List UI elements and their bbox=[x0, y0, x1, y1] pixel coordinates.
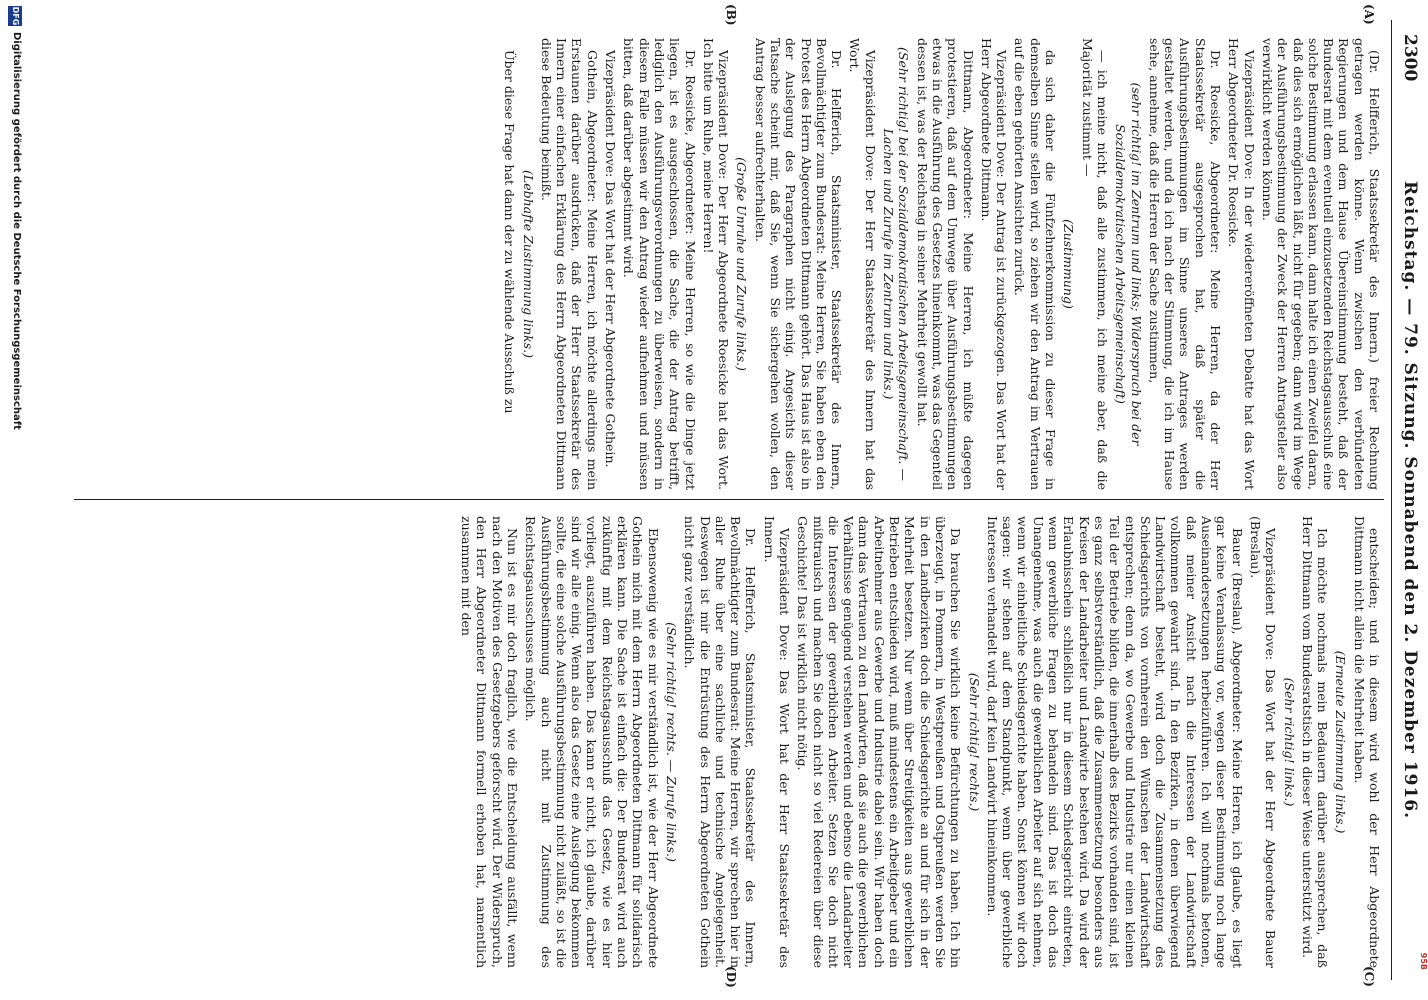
paragraph: Dittmann, Abgeordneter: Meine Herren, ich müßte dagegen protestieren, daß auf dem Umwege über Ausführungsbestimmungen etwas in die Ausführung des Gesetzes hineinkommt, was das Gegenteil dessen ist, was der Reichstag in seiner Mehrheit gewollt hat. bbox=[914, 38, 976, 490]
paragraph: Vizepräsident Dove: In der wiedereröffneten Debatte hat das Wort Herr Abgeordneter Dr. Roesicke. bbox=[1226, 38, 1257, 490]
funding-credit: Digitalisierung gefördert durch die Deutsche Forschungsgemeinschaft bbox=[11, 32, 22, 430]
page-title: Reichstag. — 79. Sitzung. Sonnabend den 2. Dezember 1916. bbox=[1400, 180, 1420, 820]
corner-code: 95B bbox=[1419, 952, 1428, 970]
page-header bbox=[1388, 20, 1428, 980]
paragraph: Vizepräsident Dove: Der Herr Staatssekretär des Innern hat das Wort. bbox=[847, 38, 878, 490]
right-column bbox=[82, 516, 1382, 968]
paragraph: Da brauchen Sie wirklich keine Befürchtungen zu haben. Ich bin überzeugt, in Pommern, in Westpreußen und Ostpreußen werden Sie in den Landbezirken doch die Schiedsgerichte an und für sich in der Mehrheit besetzen. Nur wenn über Streitigkeiten aus gewerblichen Betrieben entschieden wird, muß mindestens ein Arbeitgeber und ein Arbeitnehmer aus Gewerbe und Industrie dabei sein. Wir haben doch dann das Vertrauen zu den Landwirten, daß sie auch die gewerblichen Verhältnisse genügend verstehen werden und ebenso die Landarbeiter die Interessen der gewerblichen Arbeiter. Setzen Sie doch nicht mißtrauisch und machen Sie doch nicht so viel Redereien über diese Geschichte! Das ist wirklich nicht nötig. bbox=[795, 516, 964, 968]
page-number: 2300 bbox=[1400, 34, 1420, 82]
paragraph: Dr. Roesicke, Abgeordneter: Meine Herren, so wie die Dinge jetzt liegen, ist es ausgeschlossen, die Sache, die der Antrag betrifft, lediglich den Ausführungsverordnungen zu überweisen, sondern in diesem Falle müssen wir den Antrag wieder aufnehmen und müssen bitten, daß darüber abgestimmt wird. bbox=[621, 38, 698, 490]
interjection: (Lebhafte Zustimmung links.) bbox=[520, 170, 536, 358]
page-footer bbox=[5, 0, 23, 1000]
paragraph: Vizepräsident Dove: Das Wort hat der Herr Staatssekretär des Innern. bbox=[761, 516, 793, 968]
paragraph: da sich daher die Fünfzehnerkommission zu dieser Frage in demselben Sinne stellen wird, so ziehen wir den Antrag im Vertrauen auf die eben gehörten Ansichten zurück. bbox=[1012, 38, 1059, 490]
interjection: (Sehr richtig! links.) bbox=[1281, 677, 1297, 807]
margin-mark-a: (A) bbox=[1362, 4, 1376, 25]
paragraph: (Dr. Helfferich, Staatssekretär des Innern.) freier Rechnung getragen werden könne. Wenn zwischen den verbündeten Regierungen und dem Hause Übereinstimmung besteht, daß der Bundesrat mit dem eventuell einzusetzenden Reichstagsausschuß eine solche Bestimmung erlassen kann, dann halte ich einen Zweifel daran, daß dies sich ermöglichen läßt, nicht für gegeben; dann wird im Wege der Ausführungsbestimmung der Zweck der Herren Antragsteller also verwirklicht werden können. bbox=[1259, 38, 1382, 490]
interjection: (Sehr richtig! rechts.) bbox=[966, 672, 982, 812]
margin-mark-b: (B) bbox=[724, 4, 738, 26]
paragraph: Vizepräsident Dove: Das Wort hat der Herr Abgeordnete Gothein. bbox=[603, 50, 619, 468]
column-divider bbox=[74, 499, 1384, 500]
paragraph: Bauer (Breslau), Abgeordneter: Meine Herren, ich glaube, es liegt gar keine Veranlassung vor, wegen dieser Bestimmung noch lange Auseinandersetzungen herbeizuführen. Ich will nochmals betonen, daß meiner Ansicht nach die Interessen der Landwirtschaft vollkommen gewahrt sind. In den Bezirken, in denen überwiegend Landwirtschaft besteht, wird doch die Zusammensetzung des Schiedsgerichts von vornherein den Wünschen der Landwirtschaft entsprechen; denn da, wo Gewerbe und Industrie nur einen kleinen Teil der Betriebe bilden, die innerhalb des Bezirks vorhanden sind, ist es ganz selbstverständlich, daß die Zusammensetzung besonders aus Kreisen der Landarbeiter und Landwirte bestehen wird. Da wird der Erlaubnisschein schließlich nur in diesem Schiedsgericht eintreten, wenn gewerbliche Fragen zu behandeln sind. Das ist doch das Unangenehme, was auch die gewerblichen Arbeiter auf sich nehmen, wenn wir einheitliche Schiedsgerichte haben. Sonst können wir doch sagen: wir stehen auf dem Standpunkt, wenn über gewerbliche Interessen verhandelt wird, darf kein Landwirt hineinkommen. bbox=[984, 516, 1245, 968]
interjection: (Sehr richtig! rechts. — Zurufe links.) bbox=[663, 622, 679, 862]
paragraph: Ebensowenig wie es mir verständlich ist, wie der Herr Abgeordnete Gothein mich mit dem Herrn Abgeordneten Dittmann für solidarisch erklären kann. Die Sache ist einfach die: Der Bundesrat wird auch zukünftig mit dem Reichstagsausschuß das Gesetz, wie es hier vorliegt, auszuführen haben. Das kann er nicht, ich glaube, darüber sind wir alle einig. Wenn also das Gesetz eine Auslegung bekommen sollte, die eine solche Ausführungsbestimmung nicht zuläßt, so ist die Ausführungsbestimmung auch nicht mit Zustimmung des Reichstagsausschusses möglich. bbox=[523, 516, 661, 968]
paragraph: Dr. Roesicke, Abgeordneter: Meine Herren, da der Herr Staatssekretär ausgesprochen hat, daß später die Ausführungsbestimmungen im Sinne unseres Antrages werden gestaltet werden, und da ich nach der Stimmung, die ich im Hause sehe, annehme, daß die Herren der Sache zustimmen, bbox=[1146, 38, 1224, 490]
paragraph: Nun ist es mir doch fraglich, wie die Entscheidung ausfällt, wenn nach den Motiven des Gesetzgebers geforscht wird. Der Widerspruch, den Herr Abgeordneter Dittmann formell erhoben hat, namentlich zusammen mit den bbox=[459, 516, 520, 968]
paragraph: Vizepräsident Dove: Der Antrag ist zurückgezogen. Das Wort hat der Herr Abgeordnete Dittmann. bbox=[978, 38, 1010, 490]
paragraph: Dr. Helfferich, Staatsminister, Staatssekretär des Innern, Bevollmächtigter zum Bundesrat: Meine Herren, wir sprechen hier in aller Ruhe über eine sachliche und technische Angelegenheit. Deswegen ist mir die Entrüstung des Herrn Abgeordneten Gothein nicht ganz verständlich. bbox=[682, 516, 759, 968]
interjection: (Große Unruhe und Zurufe links.) bbox=[734, 157, 750, 371]
interjection: (Sehr richtig! bei der Sozialdemokratischen Arbeitsgemeinschaft. — Lachen und Zurufe im Zentrum und links.) bbox=[881, 47, 912, 481]
interjection: (sehr richtig! im Zentrum und links; Widerspruch bei der Sozialdemokratischen Arbeitsgemeinschaft) bbox=[1113, 82, 1144, 446]
paragraph: Vizepräsident Dove: Der Herr Abgeordnete Roesicke hat das Wort. Ich bitte um Ruhe, meine Herren! bbox=[700, 38, 732, 490]
paragraph: — ich meine nicht, daß alle zustimmen, ich meine aber, daß die Majorität zustimmt — bbox=[1079, 38, 1110, 490]
paragraph: Über diese Frage hat dann der zu wählende Ausschuß zu bbox=[502, 50, 518, 414]
paragraph: Vizepräsident Dove: Das Wort hat der Herr Abgeordnete Bauer (Breslau). bbox=[1247, 516, 1279, 968]
interjection: (Erneute Zustimmung links.) bbox=[1333, 650, 1349, 834]
paragraph: entscheiden; und in diesem wird wohl der Herr Abgeordnete Dittmann nicht allein die Mehrheit haben. bbox=[1351, 516, 1382, 968]
paragraph: Dr. Helfferich, Staatsminister, Staatssekretär des Innern, Bevollmächtigter zum Bundesrat: Meine Herren, Sie haben eben den Protest des Herrn Abgeordneten Dittmann gehört. Das Haus ist also in der Auslegung des Paragraphen nicht einig. Angesichts dieser Tatsache scheint mir, daß Sie, wenn Sie sichergehen wollen, den Antrag besser aufrechterhalten. bbox=[752, 38, 845, 490]
header-rule bbox=[1391, 20, 1392, 980]
dfg-logo: DFG bbox=[8, 6, 22, 26]
left-column bbox=[82, 38, 1382, 490]
margin-mark-c: (C) bbox=[1362, 966, 1376, 987]
paragraph: Gothein, Abgeordneter: Meine Herren, ich möchte allerdings mein Erstaunen darüber ausdrücken, daß der Herr Staatssekretär des Innern einer einfachen Erklärung des Herrn Abgeordneten Dittmann diese Bedeutung beimißt. bbox=[538, 38, 600, 490]
interjection: (Zustimmung) bbox=[1061, 219, 1077, 309]
paragraph: Ich möchte nochmals mein Bedauern darüber aussprechen, daß Herr Dittmann vom Bundesratstisch in dieser Weise unterstützt wird. bbox=[1299, 516, 1331, 968]
margin-mark-d: (D) bbox=[724, 966, 738, 988]
